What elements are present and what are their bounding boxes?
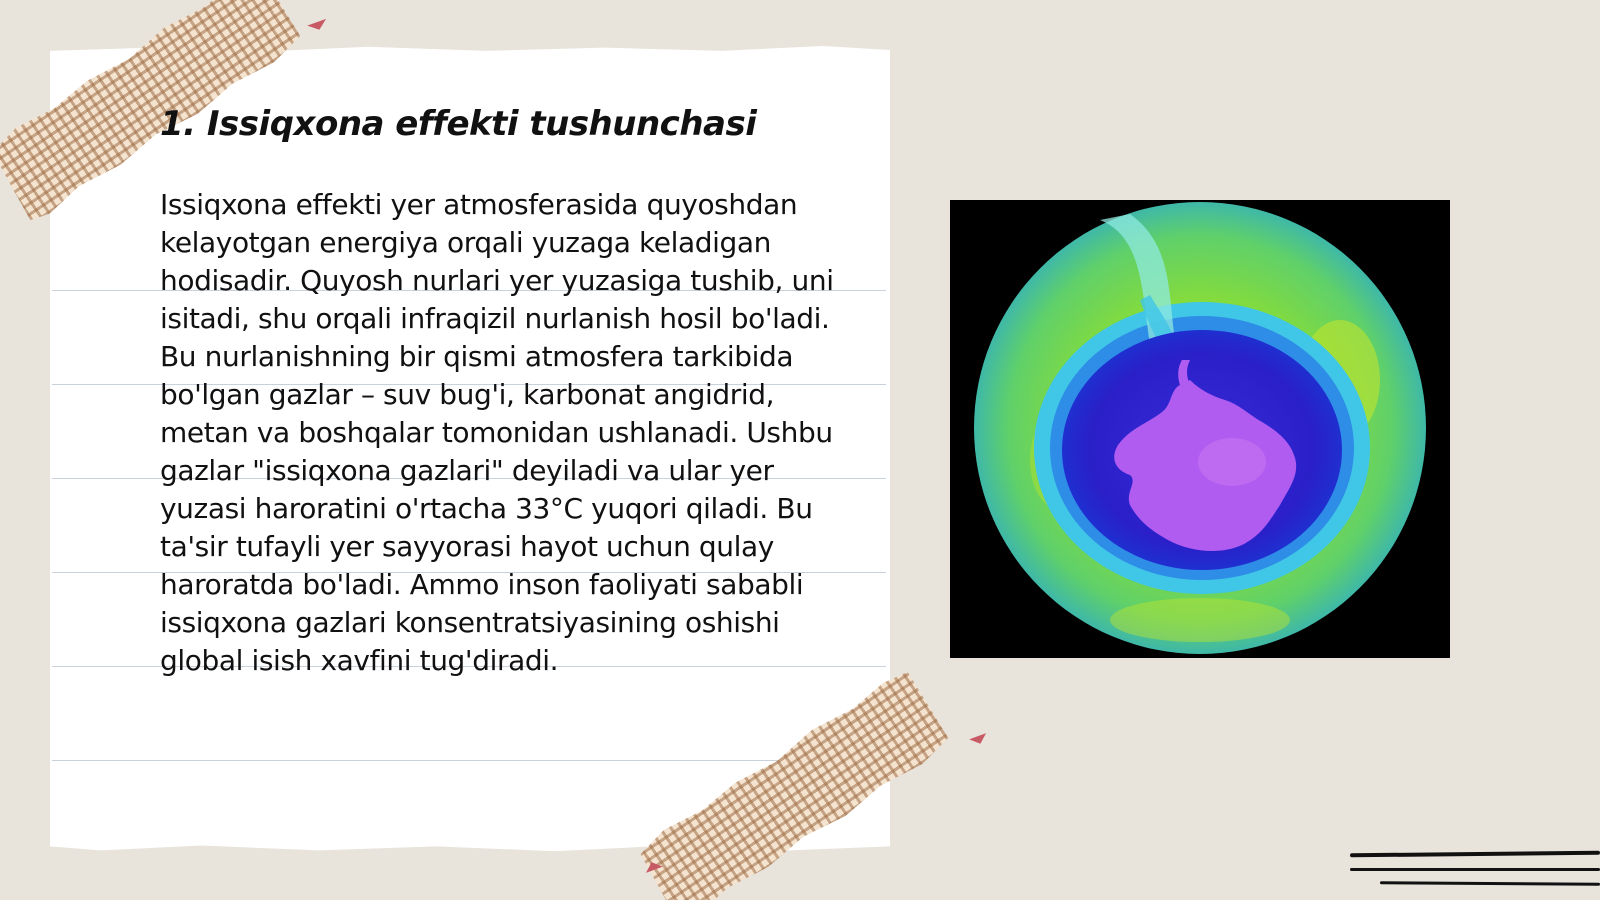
ozone-hole-globe-image bbox=[950, 200, 1450, 658]
slide-body-text: Issiqxona effekti yer atmosferasida quyoshdan kelayotgan energiya orqali yuzaga keladigan hodisadir. Quyosh nurlari yer yuzasiga tushib, uni isitadi, shu orqali infraqizil nurlanish hosil bo'ladi. Bu nurlanishning bir qismi atmosfera tarkibida bo'lgan gazlar – suv bug'i, karbonat angidrid, metan va boshqalar tomonidan ushlanadi. Ushbu gazlar "issiqxona gazlari" deyiladi va ular yer yuzasi haroratini o'rtacha 33°C yuqori qiladi. Bu ta'sir tufayli yer sayyorasi hayot uchun qulay haroratda bo'ladi. Ammo inson faoliyati sababli issiqxona gazlari konsentratsiyasining oshishi global isish xavfini tug'diradi. bbox=[160, 188, 834, 677]
paper-rule-line bbox=[52, 760, 886, 761]
slide-title: 1. Issiqxona effekti tushunchasi bbox=[160, 104, 757, 144]
decorative-stroke bbox=[1350, 851, 1600, 858]
ozone-hole-globe-icon bbox=[950, 200, 1450, 658]
decorative-stroke bbox=[1350, 868, 1600, 871]
pin-icon bbox=[969, 733, 989, 747]
decorative-stroke bbox=[1380, 881, 1600, 886]
pin-icon bbox=[307, 19, 329, 33]
